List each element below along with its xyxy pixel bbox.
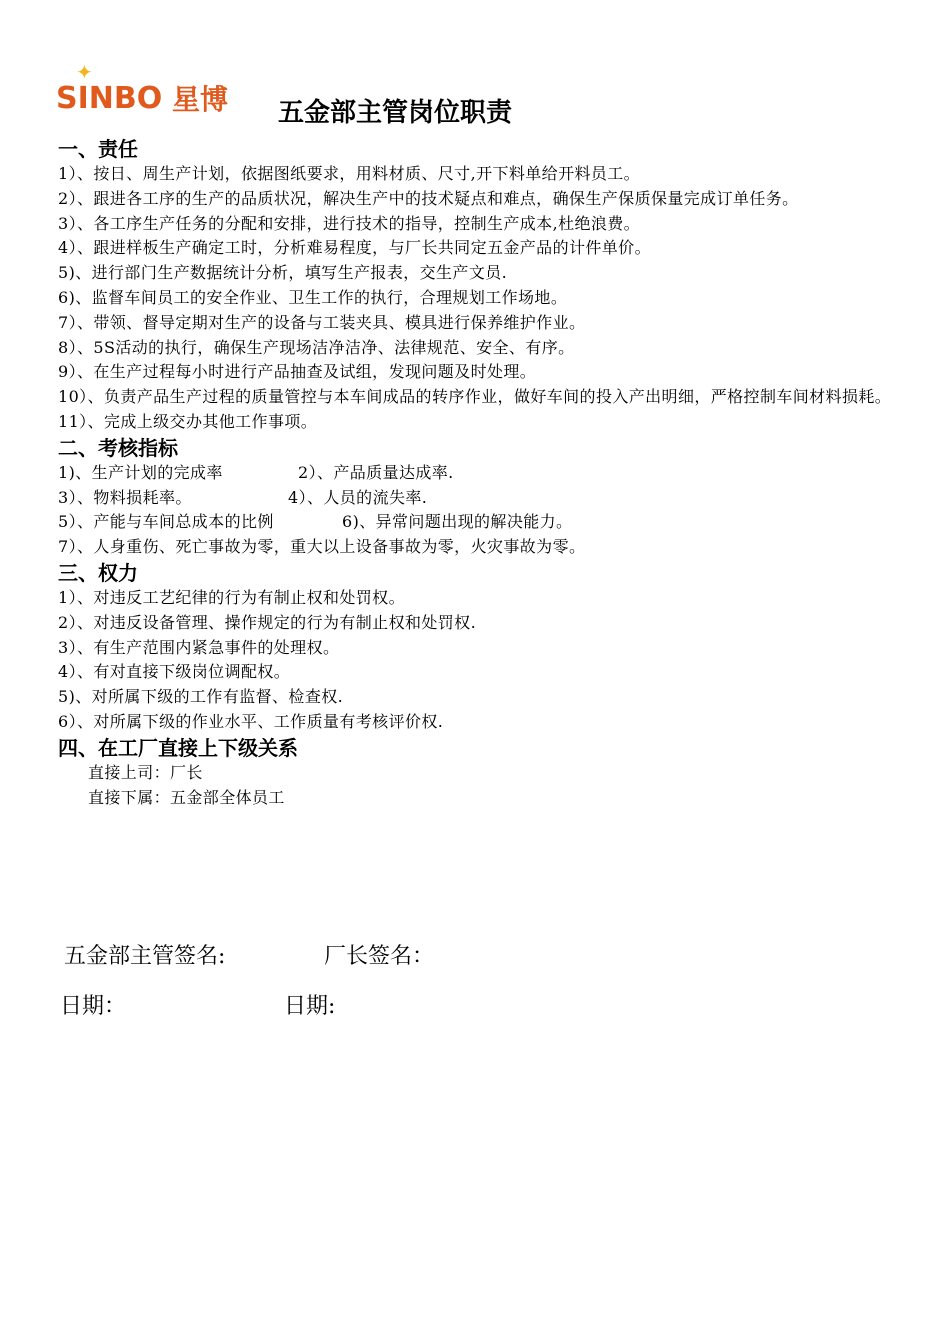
logo-text-en: SINBO xyxy=(56,81,163,116)
authority-line: 3）、有生产范围内紧急事件的处理权。 xyxy=(58,637,340,657)
section-heading-responsibility: 一、责任 xyxy=(58,137,138,161)
kpi-item: 5）、产能与车间总成本的比例 xyxy=(58,512,274,532)
authority-line: 4）、有对直接下级岗位调配权。 xyxy=(58,662,291,682)
document-body xyxy=(58,136,898,810)
duty-line: 1）、按日、周生产计划，依据图纸要求，用料材质、尺寸,开下料单给开料员工。 xyxy=(58,164,641,183)
kpi-item: 6)、异常问题出现的解决能力。 xyxy=(342,512,573,532)
supervisor-date-label: 日期： xyxy=(60,994,127,1019)
supervisor-signature-label: 五金部主管签名: xyxy=(64,944,226,969)
kpi-item: 7）、人身重伤、死亡事故为零，重大以上设备事故为零，火灾事故为零。 xyxy=(58,537,586,557)
kpi-item: 2）、产品质量达成率. xyxy=(298,462,454,482)
kpi-item: 4）、人员的流失率. xyxy=(288,487,428,507)
kpi-item: 3）、物料损耗率。 xyxy=(58,487,192,507)
authority-line: 6）、对所属下级的作业水平、工作质量有考核评价权. xyxy=(58,711,444,731)
section-heading-authority: 三、权力 xyxy=(58,560,138,585)
logo-text-cn: 星博 xyxy=(172,83,229,116)
director-date-label: 日期: xyxy=(284,994,336,1019)
duty-line: 2）、跟进各工序的生产的品质状况，解决生产中的技术疑点和难点，确保生产保质保量完成订单任务。 xyxy=(58,188,799,208)
duty-line: 4）、跟进样板生产确定工时，分析难易程度，与厂长共同定五金产品的计件单价。 xyxy=(58,238,651,258)
duty-line: 5)、进行部门生产数据统计分析，填写生产报表，交生产文员. xyxy=(58,263,508,283)
section-heading-kpi: 二、考核指标 xyxy=(58,435,178,460)
document-title: 五金部主管岗位职责 xyxy=(278,98,513,128)
kpi-item: 1)、生产计划的完成率 xyxy=(58,462,223,482)
duty-line: 6)、监督车间员工的安全作业、卫生工作的执行，合理规划工作场地。 xyxy=(58,287,568,307)
direct-subordinate: 直接下属：五金部全体员工 xyxy=(88,787,285,807)
authority-line: 5)、对所属下级的工作有监督、检查权. xyxy=(58,687,344,707)
kpi-row xyxy=(58,510,898,535)
duty-line: 11）、完成上级交办其他工作事项。 xyxy=(58,411,318,431)
logo-star-icon: ✦ xyxy=(76,60,93,84)
company-logo xyxy=(56,62,236,118)
director-signature-label: 厂长签名： xyxy=(324,944,435,969)
direct-superior: 直接上司：厂长 xyxy=(88,762,203,782)
duty-line: 9）、在生产过程每小时进行产品抽查及试组，发现问题及时处理。 xyxy=(58,362,537,382)
authority-line: 1）、对违反工艺纪律的行为有制止权和处罚权。 xyxy=(58,587,405,607)
kpi-row xyxy=(58,486,898,511)
section-heading-reporting: 四、在工厂直接上下级关系 xyxy=(58,735,298,760)
duty-line: 7）、带领、督导定期对生产的设备与工装夹具、模具进行保养维护作业。 xyxy=(58,312,586,332)
kpi-row xyxy=(58,461,898,486)
duty-line: 10）、负责产品生产过程的质量管控与本车间成品的转序作业，做好车间的投入产出明细，严格控制车间材料损耗。 xyxy=(58,387,892,407)
authority-line: 2）、对违反设备管理、操作规定的行为有制止权和处罚权. xyxy=(58,612,477,632)
duty-line: 8）、5S活动的执行，确保生产现场洁净洁净、法律规范、安全、有序。 xyxy=(58,337,575,357)
duty-line: 3）、各工序生产任务的分配和安排，进行技术的指导，控制生产成本,杜绝浪费。 xyxy=(58,213,641,233)
